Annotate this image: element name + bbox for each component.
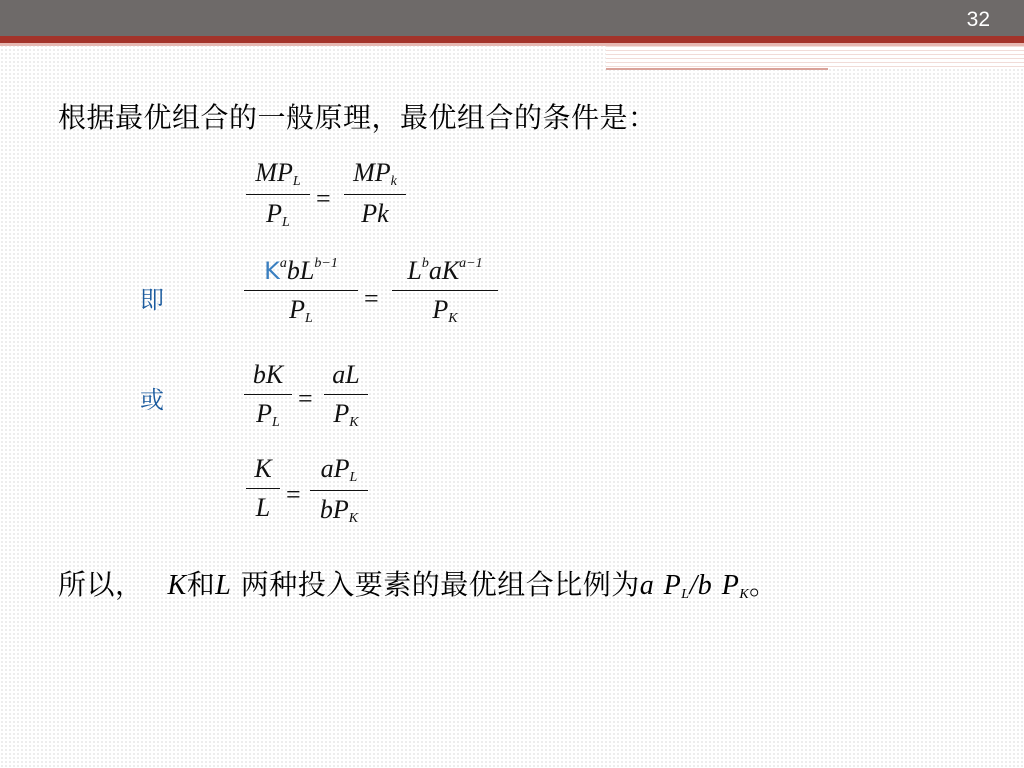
decorative-stripe-underline (606, 46, 828, 70)
eq4-left-fraction: $\frac{K}{L}$ (246, 454, 280, 523)
eq3-left-fraction: $\frac{bK}{P_L}$ (244, 360, 292, 431)
eq4-right-fraction: $aP_L$ $bP_K$ (310, 454, 368, 527)
accent-line (0, 36, 1024, 43)
eq4-equals: = (286, 480, 301, 509)
eq1-right-fraction: $MP_k$ Pk (344, 158, 406, 229)
eq1-equals: = (316, 184, 331, 213)
eq2-left-fraction: $K^abL^{b-1}$ $P_L$ (244, 256, 358, 327)
eq2-equals: = (364, 284, 379, 313)
intro-text: 根据最优组合的一般原理，最优组合的条件是： (58, 101, 657, 134)
label-ji: 即 (140, 286, 164, 314)
eq2-right-fraction: $L^baK^{a-1}$ $P_K$ (392, 256, 498, 327)
eq1-left-fraction: $MP_L$ $P_L$ (246, 158, 310, 231)
eq3-right-fraction: $\frac{aL}{P_K}$ (324, 360, 368, 431)
title-bar (0, 0, 1024, 36)
eq3-equals: = (298, 384, 313, 413)
slide-number: 32 (966, 8, 990, 31)
label-huo: 或 (140, 386, 164, 414)
conclusion-text: 所以， K和L 两种投入要素的最优组合比例为a $P_L/b$ $P_K$。 (58, 568, 778, 602)
